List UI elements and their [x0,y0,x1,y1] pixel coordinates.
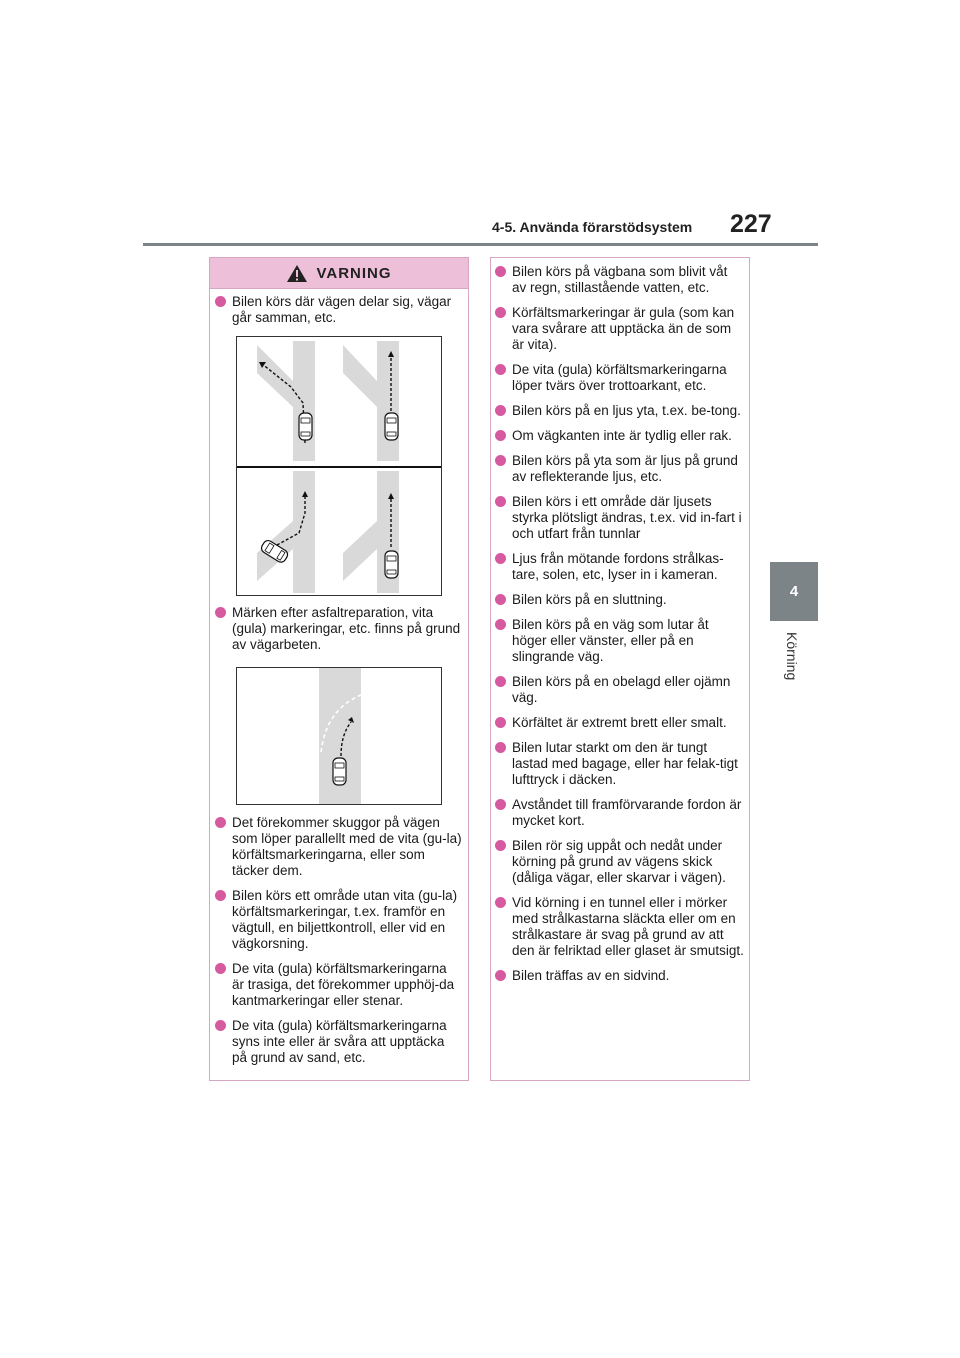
list-item-text: Bilen körs på vägbana som blivit våt av regn, stillastående vatten, etc. [512,264,728,295]
list-item-text: Ljus från mötande fordons strålkas-tare, solen, etc, lyser in i kameran. [512,551,724,582]
bullet-icon [495,364,506,375]
bullet-icon [495,717,506,728]
warning-triangle-icon [286,264,308,283]
list-item-text: Vid körning i en tunnel eller i mörker med strålkastarna släckta eller om en strålkastare är svag på grund av att den är felriktad eller glaset är smutsigt. [512,895,744,958]
warning-title: VARNING [316,264,392,282]
list-item-text: De vita (gula) körfältsmarkeringarna löper tvärs över trottoarkant, etc. [512,362,727,393]
list-item-text: Bilen körs på en obelagd eller ojämn väg. [512,674,731,705]
list-item [494,895,744,959]
list-item-text: Bilen körs på en ljus yta, t.ex. be-tong. [512,403,741,418]
bullet-icon [495,897,506,908]
bullet-icon [215,817,226,828]
list-item [494,453,744,485]
list-item [494,551,744,583]
road-split-illustration [236,336,442,596]
header-rule [143,243,818,246]
list-item-text: Avståndet till framförvarande fordon är mycket kort. [512,797,742,828]
list-item [494,592,744,608]
bullet-icon [495,970,506,981]
list-item [214,888,462,952]
warning-list-bottom [214,815,462,1075]
list-item-text: Körfältsmarkeringar är gula (som kan vara svårare att upptäcka än de som är vita). [512,305,735,352]
list-item [214,961,462,1009]
bullet-icon [495,799,506,810]
warning-header [210,258,468,289]
bullet-icon [495,430,506,441]
list-item [494,305,744,353]
bullet-icon [215,890,226,901]
list-item-text: Bilen träffas av en sidvind. [512,968,670,983]
list-item [214,1018,462,1066]
list-item [494,428,744,444]
list-item [494,403,744,419]
list-item-text: De vita (gula) körfältsmarkeringarna är trasiga, det förekommer upphöj-da kantmarkeringar eller stenar. [232,961,455,1008]
list-item-text: Bilen körs på en väg som lutar åt höger eller vänster, eller på en slingrande väg. [512,617,709,664]
bullet-icon [495,742,506,753]
bullet-icon [495,676,506,687]
warning-list-top [214,294,462,335]
chapter-tab [770,562,818,621]
bullet-icon [495,455,506,466]
chapter-number: 4 [789,583,799,600]
list-item-text: Bilen körs i ett område där ljusets styrka plötsligt ändras, t.ex. vid in-fart i och utfart från tunnlar [512,494,742,541]
list-item [494,740,744,788]
bullet-icon [215,963,226,974]
list-item [494,838,744,886]
road-diagram [237,337,441,595]
road-repair-illustration [236,667,442,805]
list-item-text: Märken efter asfaltreparation, vita (gula) markeringar, etc. finns på grund av vägarbeten. [232,605,461,652]
list-item [214,815,462,879]
warning-list-right [494,264,744,993]
bullet-icon [495,307,506,318]
warning-list-mid [214,605,462,662]
list-item [494,264,744,296]
list-item-text: Bilen körs på yta som är ljus på grund av reflekterande ljus, etc. [512,453,738,484]
bullet-icon [495,266,506,277]
page-number: 227 [730,210,772,238]
list-item [494,797,744,829]
list-item [494,617,744,665]
list-item-text: De vita (gula) körfältsmarkeringarna syns inte eller är svåra att upptäcka på grund av sand, etc. [232,1018,447,1065]
bullet-icon [215,1020,226,1031]
bullet-icon [495,553,506,564]
bullet-icon [495,496,506,507]
road-diagram [237,668,441,804]
list-item-text: Bilen körs på en sluttning. [512,592,667,607]
section-title: 4-5. Använda förarstödsystem [492,219,693,235]
list-item [494,674,744,706]
bullet-icon [215,607,226,618]
list-item-text: Det förekommer skuggor på vägen som löper parallellt med de vita (gu-la) körfältsmarkeringarna, eller som täcker dem. [232,815,462,878]
list-item-text: Bilen rör sig uppåt och nedåt under körning på grund av vägens skick (dåliga vägar, eller skarvar i vägen). [512,838,726,885]
list-item-text: Bilen körs ett område utan vita (gu-la) körfältsmarkeringar, t.ex. framför en vägtull, en biljettkontroll, eller vid en vägkorsning. [232,888,458,951]
chapter-label: Körning [784,632,800,681]
list-item [494,362,744,394]
list-item [494,715,744,731]
list-item [214,294,462,326]
list-item-text: Bilen körs där vägen delar sig, vägar går samman, etc. [232,294,452,325]
bullet-icon [495,405,506,416]
list-item-text: Om vägkanten inte är tydlig eller rak. [512,428,732,443]
bullet-icon [495,840,506,851]
bullet-icon [495,594,506,605]
list-item [494,494,744,542]
bullet-icon [215,296,226,307]
list-item [494,968,744,984]
list-item-text: Bilen lutar starkt om den är tungt lastad med bagage, eller har felak-tigt lufttryck i däcken. [512,740,738,787]
list-item-text: Körfältet är extremt brett eller smalt. [512,715,727,730]
list-item [214,605,462,653]
bullet-icon [495,619,506,630]
